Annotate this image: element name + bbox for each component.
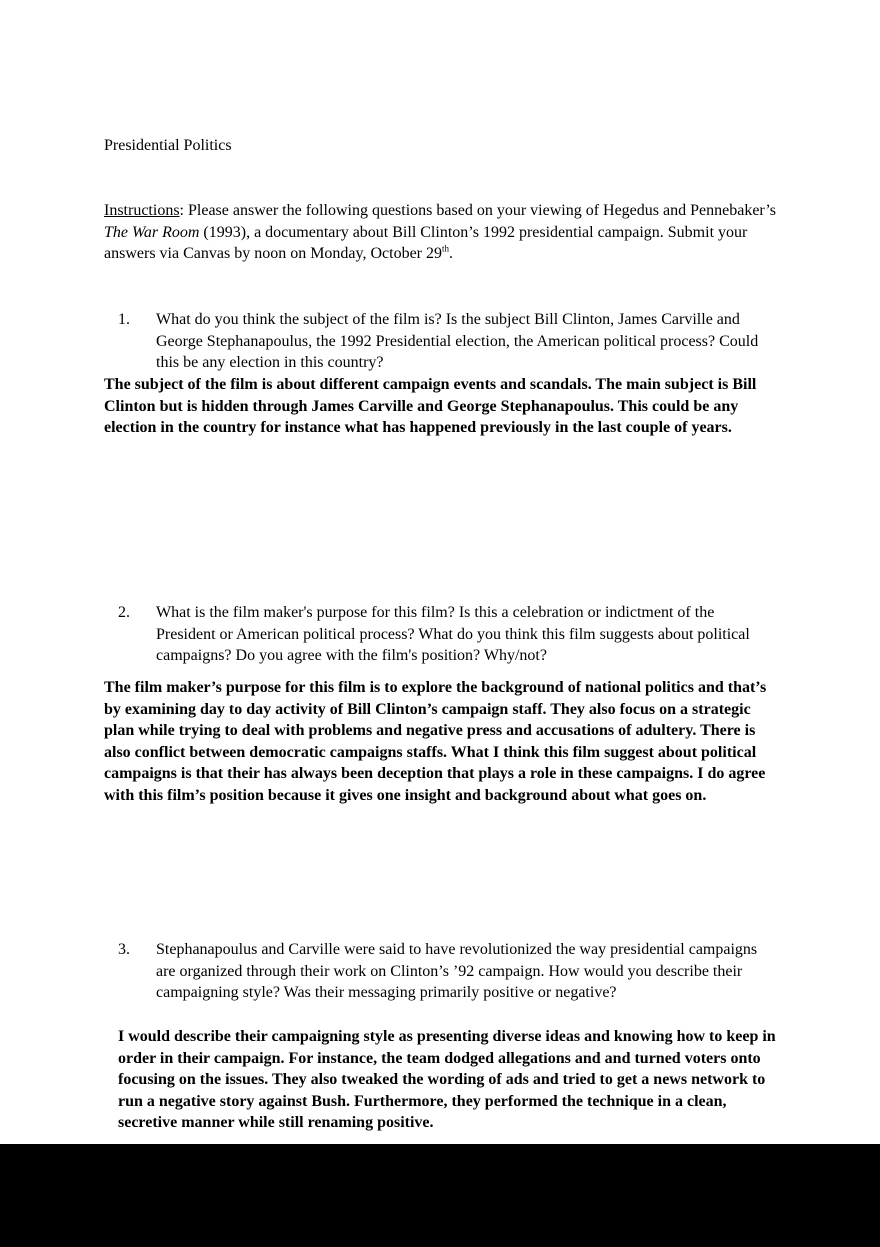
question-text: What do you think the subject of the film is? Is the subject Bill Clinton, James Carville and George Stephanapoulus, the 1992 Presidential election, the American political process? Could this be any election in this country? (156, 311, 759, 371)
instructions-text-2: (1993), a documentary about Bill Clinton’s 1992 presidential campaign. Submit your answers via Canvas by noon on Monday, October 29 (104, 223, 748, 262)
question-text: Stephanapoulus and Carville were said to have revolutionized the way presidential campaigns are organized through their work on Clinton’s ’92 campaign. How would you describe their campaigning style? Was their messaging primarily positive or negative? (156, 941, 758, 1001)
question-2 (104, 602, 784, 668)
question-1 (104, 309, 784, 375)
date-superscript: th (442, 243, 450, 254)
answer-3: I would describe their campaigning style as presenting diverse ideas and knowing how to keep in order in their campaign. For instance, the team dodged allegations and and turned voters onto focusing on the issues. They also tweaked the wording of ads and tried to get a news network to run a negative story against Bush. Furthermore, they performed the technique in a clean, secretive manner while still renaming positive. (118, 1028, 776, 1131)
instructions-end: . (449, 245, 454, 262)
film-title: The War Room (104, 223, 200, 241)
instructions-text-1: : Please answer the following questions based on your viewing of Hegedus and Pennebaker’s (179, 202, 777, 219)
answer-2: The film maker’s purpose for this film is to explore the background of national politics and that’s by examining day to day activity of Bill Clinton’s campaign staff. They also focus on a strategic plan while trying to deal with problems and negative press and accusations of adultery. There is also conflict between democratic campaigns staffs. What I think this film suggest about political campaigns is that their has always been deception that plays a role in these campaigns. I do agree with this film’s position because it gives one insight and background about what goes on. (104, 679, 767, 804)
instructions-paragraph (104, 200, 784, 265)
instructions-label: Instructions (104, 202, 180, 219)
question-number: 2. (118, 604, 130, 621)
question-3 (104, 939, 784, 1005)
document-title: Presidential Politics (104, 137, 232, 154)
answer-1: The subject of the film is about different campaign events and scandals. The main subject is Bill Clinton but is hidden through James Carville and George Stephanapoulus. This could be any election in the country for instance what has happened previously in the last couple of years. (104, 376, 757, 436)
question-number: 1. (118, 311, 130, 328)
question-text: What is the film maker's purpose for this film? Is this a celebration or indictment of the President or American political process? What do you think this film suggests about political campaigns? Do you agree with the film's position? Why/not? (156, 604, 750, 664)
question-number: 3. (118, 941, 130, 958)
